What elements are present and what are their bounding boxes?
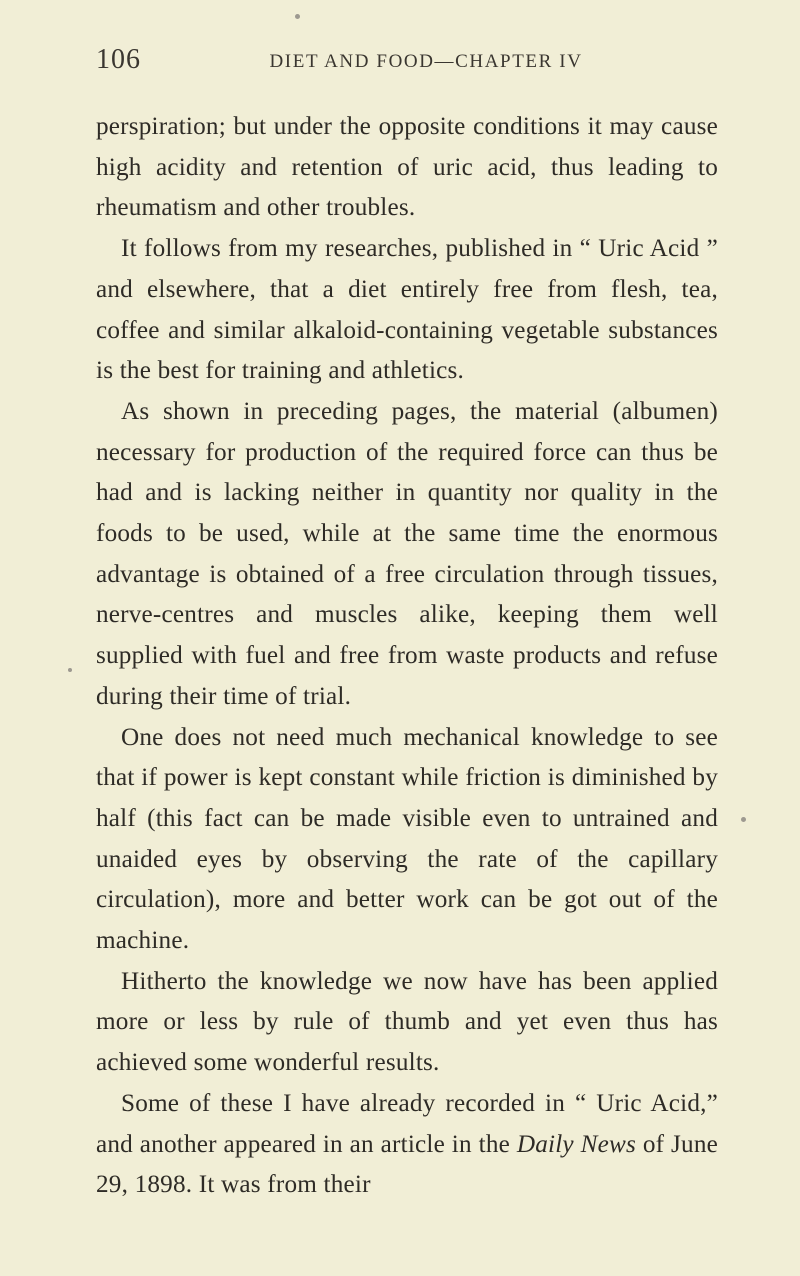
paper-speck — [68, 668, 72, 672]
paragraph-text: Some of these I have already recorded in “ Uric Acid,” and another appeared in an article in the — [96, 1089, 718, 1158]
running-head — [96, 44, 716, 84]
paragraph: perspiration; but under the opposite conditions it may cause high acidity and retention of uric acid, thus leading to rheumatism and other troubles. — [96, 113, 718, 222]
paper-speck — [741, 817, 746, 822]
paragraph: Hitherto the knowledge we now have has been applied more or less by rule of thumb and yet even thus has achieved some wonderful results. — [96, 967, 718, 1077]
paragraph — [96, 1084, 718, 1206]
page-number: 106 — [96, 44, 141, 75]
paragraph-text: of June 29, 1898. It was from their — [96, 1130, 718, 1199]
chapter-header: DIET AND FOOD—CHAPTER IV — [269, 51, 583, 72]
paragraph: As shown in preceding pages, the material (albumen) necessary for production of the required force can thus be had and is lacking neither in quantity nor quality in the foods to be used, while at the same time the enormous advantage is obtained of a free circulation through tissues, nerve-centres and muscles alike, keeping them well supplied with fuel and free from waste products and refuse during their time of trial. — [96, 397, 718, 710]
paragraph: One does not need much mechanical knowledge to see that if power is kept constant while friction is diminished by half (this fact can be made visible even to untrained and unaided eyes by observing the rate of the capillary circulation), more and better work can be got out of the machine. — [96, 723, 718, 955]
newspaper-title: Daily News — [516, 1130, 636, 1158]
paper-speck — [295, 14, 300, 19]
paragraph: It follows from my researches, published in “ Uric Acid ” and elsewhere, that a diet entirely free from flesh, tea, coffee and similar alkaloid-containing vegetable substances is the best for training and athletics. — [96, 235, 718, 385]
body-text — [96, 107, 718, 1206]
